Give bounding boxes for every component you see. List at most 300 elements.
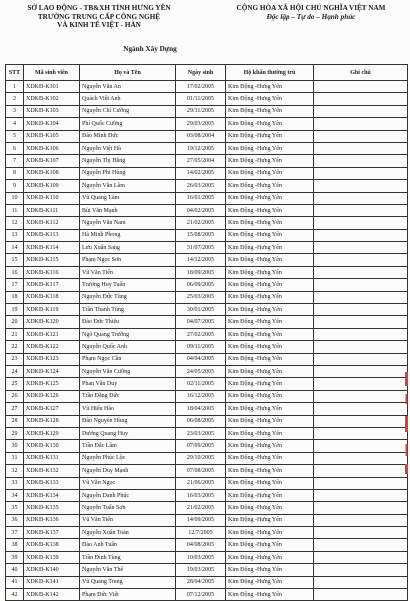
cell-full-name: Nguyễn Văn An [80,81,176,93]
cell-full-name: Trần Đắc Lâm [80,440,176,452]
cell-residence: Kim Động -Hưng Yên [226,489,314,501]
table-row [6,514,408,526]
cell-note [314,180,408,192]
cell-residence: Kim Động -Hưng Yên [226,279,314,291]
cell-stt: 37 [6,527,24,539]
cell-full-name: Phạm Ngọc Cần [80,353,176,365]
cell-full-name: Nguyễn Đức Tùng [80,291,176,303]
table-row [6,192,408,204]
cell-residence: Kim Động -Hưng Yên [226,81,314,93]
cell-full-name: Vũ Quang Trung [80,576,176,588]
cell-note [314,192,408,204]
cell-residence: Kim Động -Hưng Yên [226,192,314,204]
cell-birth-date: 23/03/2005 [176,427,226,439]
cell-note [314,81,408,93]
cell-note [314,427,408,439]
table-row [6,291,408,303]
cell-residence: Kim Động -Hưng Yên [226,155,314,167]
cell-note [314,242,408,254]
cell-note [314,576,408,588]
table-row [6,527,408,539]
cell-student-id: XDKĐ-K123 [24,353,80,365]
cell-stt: 29 [6,427,24,439]
cell-student-id: XDKĐ-K131 [24,452,80,464]
cell-stt: 12 [6,217,24,229]
cell-note [314,477,408,489]
cell-stt: 1 [6,81,24,93]
cell-full-name: Đào Nguyên Hùng [80,415,176,427]
cell-residence: Kim Động -Hưng Yên [226,465,314,477]
col-header-student-id: Mã sinh viên [24,65,80,81]
cell-full-name: Nguyễn Phi Hùng [80,167,176,179]
cell-full-name: Nguyễn Văn Nam [80,217,176,229]
cell-student-id: XDKĐ-K139 [24,551,80,563]
cell-student-id: XDKĐ-K140 [24,564,80,576]
cell-full-name: Đào Anh Tuấn [80,539,176,551]
cell-full-name: Đào Đức Thiệu [80,316,176,328]
cell-residence: Kim Động -Hưng Yên [226,551,314,563]
table-row [6,167,408,179]
cell-note [314,440,408,452]
cell-residence: Kim Động -Hưng Yên [226,589,314,601]
cell-birth-date: 31/07/2005 [176,242,226,254]
cell-student-id: XDKĐ-K137 [24,527,80,539]
cell-stt: 32 [6,465,24,477]
cell-residence: Kim Động -Hưng Yên [226,427,314,439]
cell-full-name: Trần Đình Tùng [80,551,176,563]
cell-birth-date: 27/02/2005 [176,328,226,340]
cell-student-id: XDKĐ-K110 [24,192,80,204]
cell-student-id: XDKĐ-K114 [24,242,80,254]
table-row [6,477,408,489]
table-row [6,576,408,588]
cell-stt: 35 [6,502,24,514]
cell-full-name: Phạm Đức Việt [80,589,176,601]
table-row [6,465,408,477]
table-row [6,564,408,576]
cell-residence: Kim Động -Hưng Yên [226,93,314,105]
cell-student-id: XDKĐ-K117 [24,279,80,291]
cell-student-id: XDKĐ-K135 [24,502,80,514]
cell-full-name: Nguyễn Văn Thế [80,564,176,576]
cell-birth-date: 16/01/2005 [176,192,226,204]
table-row [6,378,408,390]
table-row [6,502,408,514]
cell-stt: 9 [6,180,24,192]
cell-stt: 13 [6,229,24,241]
cell-student-id: XDKĐ-K141 [24,576,80,588]
cell-residence: Kim Động -Hưng Yên [226,204,314,216]
cell-birth-date: 27/05/2004 [176,155,226,167]
cell-note [314,266,408,278]
cell-full-name: Trần Thanh Tùng [80,304,176,316]
issuer-header [4,4,194,30]
table-row [6,452,408,464]
cell-birth-date: 29/11/2005 [176,105,226,117]
cell-note [314,279,408,291]
cell-residence: Kim Động -Hưng Yên [226,242,314,254]
cell-student-id: XDKĐ-K118 [24,291,80,303]
cell-birth-date: 14/02/2005 [176,167,226,179]
cell-stt: 10 [6,192,24,204]
cell-residence: Kim Động -Hưng Yên [226,477,314,489]
cell-birth-date: 29/10/2005 [176,452,226,464]
cell-stt: 15 [6,254,24,266]
table-row [6,217,408,229]
cell-birth-date: 16/03/2005 [176,489,226,501]
cell-birth-date: 24/05/2005 [176,365,226,377]
cell-stt: 11 [6,204,24,216]
cell-stt: 28 [6,415,24,427]
cell-note [314,564,408,576]
cell-full-name: Nguyễn Duy Mạnh [80,465,176,477]
national-motto: Độc lập – Tự do – Hạnh phúc [266,12,356,21]
cell-birth-date: 07/09/2005 [176,440,226,452]
cell-residence: Kim Động -Hưng Yên [226,217,314,229]
cell-student-id: XDKĐ-K125 [24,378,80,390]
cell-student-id: XDKĐ-K134 [24,489,80,501]
cell-full-name: Hà Minh Phong [80,229,176,241]
cell-note [314,551,408,563]
national-header [218,4,404,21]
cell-note [314,142,408,154]
cell-birth-date: 16/12/2005 [176,390,226,402]
cell-student-id: XDKĐ-K109 [24,180,80,192]
cell-residence: Kim Động -Hưng Yên [226,142,314,154]
cell-student-id: XDKĐ-K111 [24,204,80,216]
cell-birth-date: 09/11/2005 [176,341,226,353]
cell-full-name: Nguyễn Xuân Toàn [80,527,176,539]
cell-birth-date: 07/12/2005 [176,589,226,601]
cell-stt: 42 [6,589,24,601]
cell-stt: 40 [6,564,24,576]
table-row [6,180,408,192]
cell-residence: Kim Động -Hưng Yên [226,328,314,340]
cell-full-name: Vũ Quang Lâm [80,192,176,204]
cell-full-name: Nguyễn Danh Phúc [80,489,176,501]
cell-note [314,118,408,130]
table-row [6,551,408,563]
cell-note [314,465,408,477]
cell-note [314,328,408,340]
table-row [6,254,408,266]
table-row [6,365,408,377]
cell-residence: Kim Động -Hưng Yên [226,415,314,427]
table-row [6,155,408,167]
cell-full-name: Nguyễn Tuấn Sơn [80,502,176,514]
red-stamp-mark [404,368,410,478]
cell-stt: 27 [6,403,24,415]
cell-student-id: XDKĐ-K101 [24,81,80,93]
cell-residence: Kim Động -Hưng Yên [226,180,314,192]
cell-birth-date: 01/11/2005 [176,93,226,105]
table-row [6,279,408,291]
table-row [6,341,408,353]
cell-note [314,204,408,216]
cell-full-name: Trần Đăng Đức [80,390,176,402]
cell-student-id: XDKĐ-K122 [24,341,80,353]
cell-stt: 5 [6,130,24,142]
cell-full-name: Vũ Văn Tiến [80,514,176,526]
cell-student-id: XDKĐ-K113 [24,229,80,241]
cell-student-id: XDKĐ-K119 [24,304,80,316]
cell-residence: Kim Động -Hưng Yên [226,118,314,130]
cell-full-name: Nguyễn Văn Cường [80,365,176,377]
cell-residence: Kim Động -Hưng Yên [226,390,314,402]
cell-student-id: XDKĐ-K105 [24,130,80,142]
school-name-line1: TRƯỜNG TRUNG CẤP CÔNG NGHỆ [37,12,161,21]
cell-note [314,341,408,353]
cell-note [314,93,408,105]
cell-student-id: XDKĐ-K142 [24,589,80,601]
cell-note [314,415,408,427]
cell-full-name: Quách Việt Anh [80,93,176,105]
cell-birth-date: 21/06/2005 [176,477,226,489]
col-header-residence: Hộ khẩu thường trú [226,65,314,81]
cell-stt: 39 [6,551,24,563]
cell-student-id: XDKĐ-K129 [24,427,80,439]
cell-stt: 20 [6,316,24,328]
cell-residence: Kim Động -Hưng Yên [226,304,314,316]
cell-birth-date: 30/01/2005 [176,304,226,316]
cell-residence: Kim Động -Hưng Yên [226,266,314,278]
cell-stt: 4 [6,118,24,130]
cell-stt: 24 [6,365,24,377]
cell-full-name: Vũ Hiếu Hào [80,403,176,415]
table-row [6,130,408,142]
cell-birth-date: 06/08/2005 [176,415,226,427]
cell-stt: 22 [6,341,24,353]
cell-full-name: Phạm Ngọc Sơn [80,254,176,266]
cell-student-id: XDKĐ-K128 [24,415,80,427]
cell-stt: 3 [6,105,24,117]
cell-student-id: XDKĐ-K133 [24,477,80,489]
table-row [6,118,408,130]
cell-full-name: Đào Minh Đức [80,130,176,142]
table-row [6,390,408,402]
table-row [6,229,408,241]
table-row [6,353,408,365]
cell-note [314,365,408,377]
cell-birth-date: 25/03/2005 [176,291,226,303]
cell-residence: Kim Động -Hưng Yên [226,130,314,142]
table-row [6,489,408,501]
col-header-full-name: Họ và Tên [80,65,176,81]
cell-stt: 25 [6,378,24,390]
cell-student-id: XDKĐ-K107 [24,155,80,167]
cell-stt: 16 [6,266,24,278]
cell-birth-date: 17/02/2005 [176,81,226,93]
cell-note [314,254,408,266]
cell-note [314,403,408,415]
cell-residence: Kim Động -Hưng Yên [226,539,314,551]
table-row [6,142,408,154]
table-header-row [6,65,408,81]
cell-residence: Kim Động -Hưng Yên [226,378,314,390]
cell-birth-date: 14/12/2005 [176,254,226,266]
cell-residence: Kim Động -Hưng Yên [226,514,314,526]
cell-birth-date: 21/02/2005 [176,502,226,514]
cell-stt: 7 [6,155,24,167]
cell-birth-date: 03/08/2004 [176,130,226,142]
cell-residence: Kim Động -Hưng Yên [226,365,314,377]
cell-student-id: XDKĐ-K126 [24,390,80,402]
cell-full-name: Nguyễn Thị Hằng [80,155,176,167]
cell-stt: 38 [6,539,24,551]
cell-note [314,304,408,316]
col-header-note: Ghi chú [314,65,408,81]
table-row [6,81,408,93]
cell-stt: 18 [6,291,24,303]
cell-birth-date: 04/07/2005 [176,316,226,328]
cell-birth-date: 14/09/2005 [176,514,226,526]
cell-full-name: Phan Văn Duy [80,378,176,390]
cell-student-id: XDKĐ-K132 [24,465,80,477]
cell-student-id: XDKĐ-K115 [24,254,80,266]
table-row [6,427,408,439]
cell-stt: 8 [6,167,24,179]
cell-stt: 34 [6,489,24,501]
cell-residence: Kim Động -Hưng Yên [226,576,314,588]
cell-note [314,539,408,551]
cell-note [314,229,408,241]
cell-note [314,452,408,464]
table-row [6,242,408,254]
table-row [6,415,408,427]
cell-student-id: XDKĐ-K106 [24,142,80,154]
cell-birth-date: 12/7/2005 [176,527,226,539]
school-name-line2: VÀ KINH TẾ VIỆT - HÀN [57,21,141,30]
cell-full-name: Vũ Văn Tiến [80,266,176,278]
cell-student-id: XDKĐ-K136 [24,514,80,526]
cell-student-id: XDKĐ-K112 [24,217,80,229]
cell-full-name: Bùi Văn Mạnh [80,204,176,216]
table-row [6,328,408,340]
col-header-stt: STT [6,65,24,81]
cell-student-id: XDKĐ-K130 [24,440,80,452]
cell-stt: 2 [6,93,24,105]
cell-birth-date: 21/02/2005 [176,217,226,229]
cell-full-name: Ngô Quang Trường [80,328,176,340]
cell-residence: Kim Động -Hưng Yên [226,341,314,353]
cell-birth-date: 18/04/2005 [176,403,226,415]
cell-birth-date: 07/08/2005 [176,465,226,477]
student-table [5,64,408,601]
cell-full-name: Nguyễn Văn Lâm [80,180,176,192]
cell-birth-date: 02/11/2005 [176,378,226,390]
cell-note [314,316,408,328]
cell-birth-date: 28/04/2005 [176,576,226,588]
issuer-department: SỞ LAO ĐỘNG - TB&XH TỈNH HƯNG YÊN [27,4,171,12]
cell-stt: 6 [6,142,24,154]
cell-residence: Kim Động -Hưng Yên [226,527,314,539]
cell-birth-date: 06/09/2005 [176,279,226,291]
cell-birth-date: 26/03/2005 [176,180,226,192]
cell-full-name: Phí Quốc Cường [80,118,176,130]
cell-residence: Kim Động -Hưng Yên [226,502,314,514]
cell-stt: 33 [6,477,24,489]
cell-note [314,390,408,402]
table-row [6,539,408,551]
cell-note [314,353,408,365]
cell-residence: Kim Động -Hưng Yên [226,229,314,241]
table-row [6,93,408,105]
cell-note [314,378,408,390]
cell-stt: 31 [6,452,24,464]
cell-note [314,155,408,167]
cell-full-name: Nguyễn Chí Cường [80,105,176,117]
col-header-birth-date: Ngày sinh [176,65,226,81]
cell-note [314,589,408,601]
cell-birth-date: 18/09/2005 [176,266,226,278]
cell-stt: 41 [6,576,24,588]
cell-stt: 23 [6,353,24,365]
cell-residence: Kim Động -Hưng Yên [226,105,314,117]
cell-birth-date: 04/04/2005 [176,353,226,365]
cell-stt: 19 [6,304,24,316]
national-title: CỘNG HÒA XÃ HỘI CHỦ NGHĨA VIỆT NAM [236,4,386,12]
cell-stt: 17 [6,279,24,291]
table-row [6,589,408,601]
cell-note [314,291,408,303]
cell-student-id: XDKĐ-K124 [24,365,80,377]
table-row [6,266,408,278]
cell-full-name: Lưu Xuân Sang [80,242,176,254]
cell-note [314,217,408,229]
cell-birth-date: 19/12/2005 [176,142,226,154]
table-row [6,403,408,415]
cell-stt: 30 [6,440,24,452]
cell-birth-date: 10/03/2005 [176,551,226,563]
cell-full-name: Vũ Văn Ngọc [80,477,176,489]
cell-student-id: XDKĐ-K102 [24,93,80,105]
cell-full-name: Nguyễn Phúc Lộc [80,452,176,464]
cell-full-name: Nguyễn Quốc Anh [80,341,176,353]
cell-stt: 26 [6,390,24,402]
cell-residence: Kim Động -Hưng Yên [226,353,314,365]
cell-birth-date: 04/08/2005 [176,539,226,551]
cell-residence: Kim Động -Hưng Yên [226,440,314,452]
cell-student-id: XDKĐ-K103 [24,105,80,117]
cell-note [314,514,408,526]
cell-full-name: Trương Huy Tuấn [80,279,176,291]
cell-residence: Kim Động -Hưng Yên [226,291,314,303]
cell-residence: Kim Động -Hưng Yên [226,452,314,464]
cell-birth-date: 29/03/2005 [176,118,226,130]
cell-birth-date: 15/08/2005 [176,229,226,241]
cell-note [314,105,408,117]
cell-note [314,502,408,514]
table-row [6,304,408,316]
cell-student-id: XDKĐ-K120 [24,316,80,328]
cell-student-id: XDKĐ-K104 [24,118,80,130]
table-row [6,105,408,117]
cell-full-name: Nguyễn Việt Hà [80,142,176,154]
cell-birth-date: 04/02/2005 [176,204,226,216]
cell-student-id: XDKĐ-K108 [24,167,80,179]
cell-full-name: Dương Quang Huy [80,427,176,439]
cell-note [314,167,408,179]
table-body [6,81,408,601]
cell-stt: 21 [6,328,24,340]
cell-residence: Kim Động -Hưng Yên [226,403,314,415]
cell-residence: Kim Động -Hưng Yên [226,316,314,328]
cell-stt: 14 [6,242,24,254]
cell-residence: Kim Động -Hưng Yên [226,167,314,179]
table-row [6,440,408,452]
cell-note [314,130,408,142]
cell-residence: Kim Động -Hưng Yên [226,564,314,576]
